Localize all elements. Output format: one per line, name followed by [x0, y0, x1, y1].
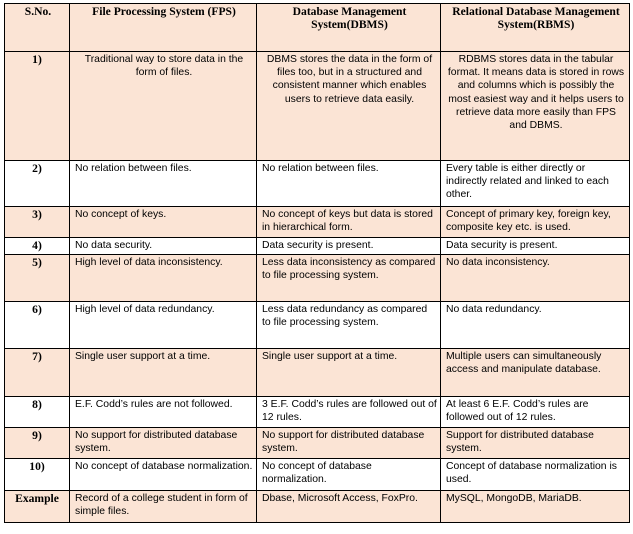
header-dbms: Database Management System(DBMS)	[257, 4, 441, 52]
row-sno: 3)	[5, 207, 70, 238]
row-sno: 2)	[5, 161, 70, 207]
row-rdbms: Concept of database normalization is used.	[441, 459, 630, 491]
row-dbms: Less data redundancy as compared to file processing system.	[257, 302, 441, 349]
table-row	[5, 302, 630, 349]
table-row	[5, 52, 630, 161]
header-fps: File Processing System (FPS)	[70, 4, 257, 52]
header-row	[5, 4, 630, 52]
row-sno: 7)	[5, 349, 70, 397]
row-fps: High level of data redundancy.	[70, 302, 257, 349]
row-fps: E.F. Codd’s rules are not followed.	[70, 397, 257, 428]
row-dbms: No support for distributed database system.	[257, 428, 441, 459]
row-fps: No concept of keys.	[70, 207, 257, 238]
row-fps: Record of a college student in form of simple files.	[70, 491, 257, 523]
row-sno: 6)	[5, 302, 70, 349]
table-row	[5, 428, 630, 459]
row-fps: Traditional way to store data in the form of files.	[70, 52, 257, 161]
row-rdbms: Support for distributed database system.	[441, 428, 630, 459]
row-fps: No support for distributed database system.	[70, 428, 257, 459]
row-dbms: Single user support at a time.	[257, 349, 441, 397]
header-sno: S.No.	[5, 4, 70, 52]
row-fps: No relation between files.	[70, 161, 257, 207]
row-dbms: No concept of keys but data is stored in hierarchical form.	[257, 207, 441, 238]
row-dbms: DBMS stores the data in the form of files too, but in a structured and consistent manner which enables users to retrieve data easily.	[257, 52, 441, 161]
table-row	[5, 491, 630, 523]
row-dbms: No concept of database normalization.	[257, 459, 441, 491]
table-row	[5, 349, 630, 397]
row-fps: No concept of database normalization.	[70, 459, 257, 491]
row-fps: No data security.	[70, 238, 257, 255]
row-dbms: Less data inconsistency as compared to file processing system.	[257, 255, 441, 302]
row-sno: 10)	[5, 459, 70, 491]
row-dbms: Data security is present.	[257, 238, 441, 255]
comparison-table	[4, 3, 630, 523]
comparison-table-wrapper	[4, 3, 629, 523]
row-fps: High level of data inconsistency.	[70, 255, 257, 302]
row-rdbms: No data redundancy.	[441, 302, 630, 349]
row-rdbms: Multiple users can simultaneously access and manipulate database.	[441, 349, 630, 397]
row-sno: Example	[5, 491, 70, 523]
row-rdbms: Concept of primary key, foreign key, composite key etc. is used.	[441, 207, 630, 238]
table-row	[5, 459, 630, 491]
table-row	[5, 161, 630, 207]
row-fps: Single user support at a time.	[70, 349, 257, 397]
row-dbms: Dbase, Microsoft Access, FoxPro.	[257, 491, 441, 523]
row-sno: 8)	[5, 397, 70, 428]
header-rdbms: Relational Database Management System(RBMS)	[441, 4, 630, 52]
table-row	[5, 238, 630, 255]
row-rdbms: Data security is present.	[441, 238, 630, 255]
row-rdbms: RDBMS stores data in the tabular format. It means data is stored in rows and columns which is possibly the most easiest way and it helps users to retrieve data more easily than FPS and DBMS.	[441, 52, 630, 161]
row-dbms: No relation between files.	[257, 161, 441, 207]
row-rdbms: At least 6 E.F. Codd’s rules are followed out of 12 rules.	[441, 397, 630, 428]
row-sno: 1)	[5, 52, 70, 161]
row-dbms: 3 E.F. Codd’s rules are followed out of 12 rules.	[257, 397, 441, 428]
row-rdbms: No data inconsistency.	[441, 255, 630, 302]
row-sno: 5)	[5, 255, 70, 302]
row-sno: 9)	[5, 428, 70, 459]
table-row	[5, 207, 630, 238]
row-sno: 4)	[5, 238, 70, 255]
table-row	[5, 397, 630, 428]
table-row	[5, 255, 630, 302]
row-rdbms: MySQL, MongoDB, MariaDB.	[441, 491, 630, 523]
row-rdbms: Every table is either directly or indirectly related and linked to each other.	[441, 161, 630, 207]
